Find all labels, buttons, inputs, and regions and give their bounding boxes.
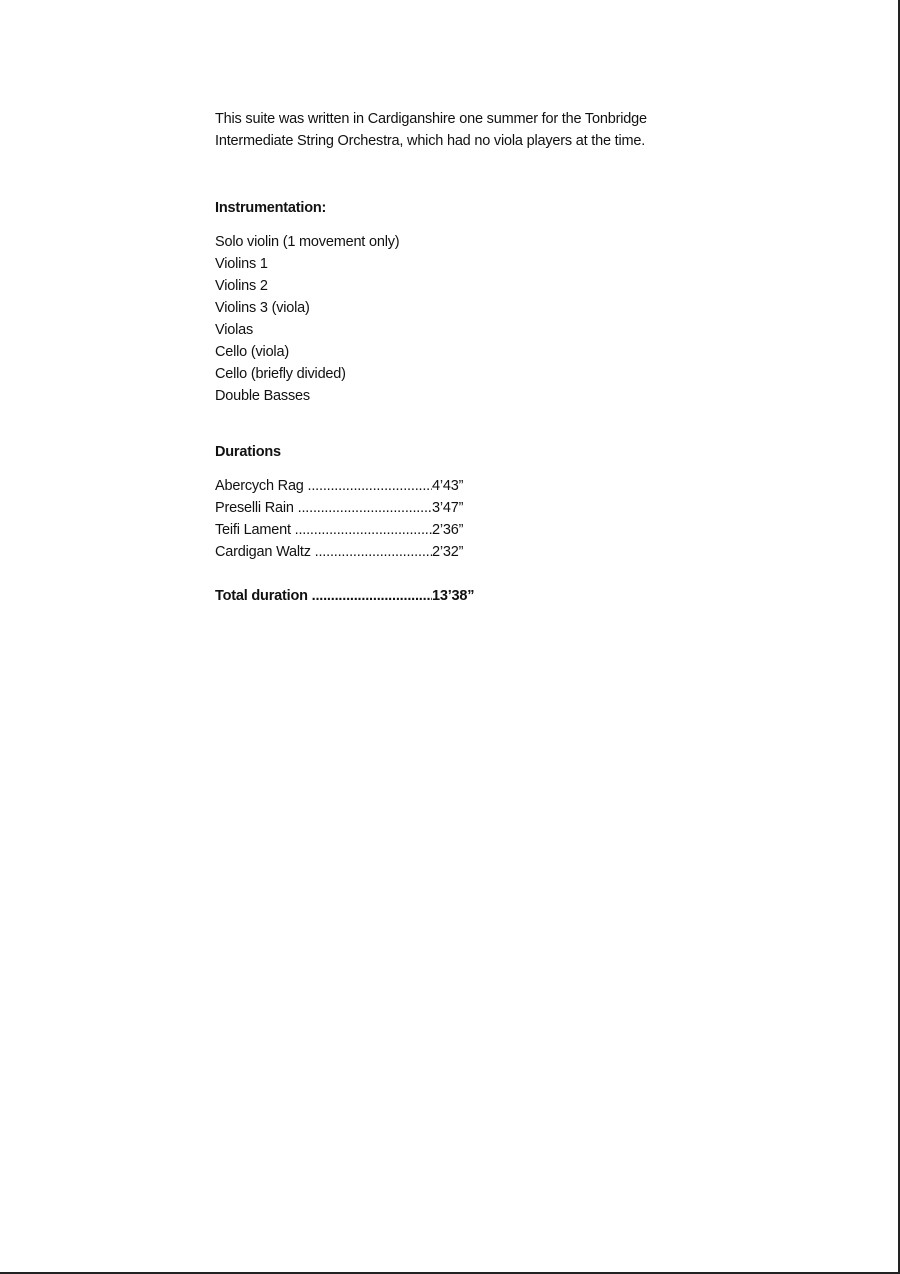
instrument-item: Violins 1 <box>215 256 268 272</box>
instrument-item: Violas <box>215 322 254 338</box>
instrumentation-list <box>215 231 695 407</box>
document-content <box>215 108 695 607</box>
instrument-item: Cello (briefly divided) <box>215 366 346 382</box>
total-duration-row <box>215 585 695 607</box>
intro-paragraph: This suite was written in Cardiganshire one summer for the Tonbridge Intermediate String Orchestra, which had no viola players at the time. <box>215 111 647 149</box>
movement-duration: 2’32” <box>432 544 464 560</box>
instrumentation-heading: Instrumentation: <box>215 200 327 216</box>
movement-duration: 2’36” <box>432 522 464 538</box>
duration-row <box>215 475 695 497</box>
movement-name: Preselli Rain ..... <box>215 497 432 519</box>
duration-row <box>215 541 695 563</box>
instrument-item: Double Basses <box>215 388 310 404</box>
movement-name: Teifi Lament ..... <box>215 519 432 541</box>
movement-name: Abercych Rag ..... <box>215 475 432 497</box>
movement-duration: 3’47” <box>432 500 464 516</box>
durations-table <box>215 475 695 607</box>
duration-row <box>215 497 695 519</box>
instrument-item: Violins 3 (viola) <box>215 300 310 316</box>
instrument-item: Violins 2 <box>215 278 268 294</box>
instrument-item: Cello (viola) <box>215 344 289 360</box>
instrument-item: Solo violin (1 movement only) <box>215 234 400 250</box>
duration-row <box>215 519 695 541</box>
total-duration-label: Total duration ..... <box>215 585 432 607</box>
total-duration-value: 13’38” <box>432 588 475 604</box>
movement-duration: 4’43” <box>432 478 464 494</box>
durations-heading: Durations <box>215 444 281 460</box>
movement-name: Cardigan Waltz ..... <box>215 541 432 563</box>
